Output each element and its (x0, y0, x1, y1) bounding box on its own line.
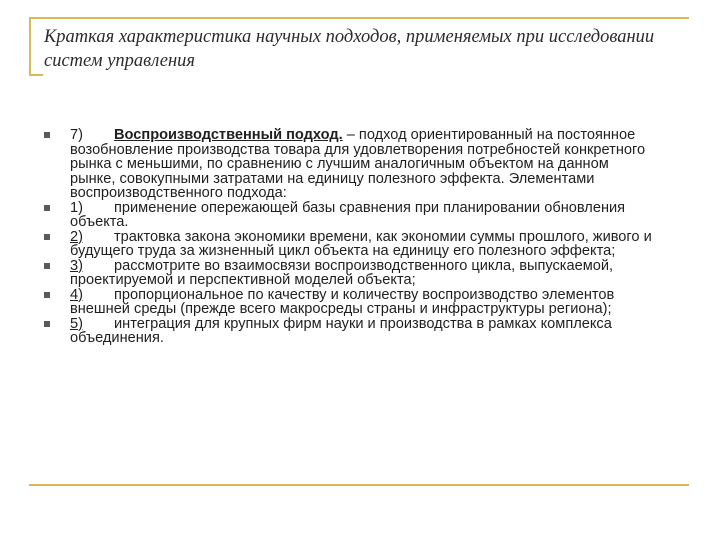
list-item (44, 201, 654, 230)
slide-title: Краткая характеристика научных подходов, применяемых при исследовании систем управления (44, 27, 655, 71)
square-bullet-icon (44, 263, 50, 269)
item-text: интеграция для крупных фирм науки и производства в рамках комплекса объединения. (70, 315, 612, 346)
list-item (44, 128, 654, 201)
frame-left-line (29, 17, 31, 74)
list-item (44, 317, 654, 346)
item-heading: Воспроизводственный подход. (114, 127, 343, 143)
item-number: 7) (70, 127, 83, 143)
footer-line (29, 484, 689, 486)
list-item (44, 230, 654, 259)
item-text: пропорциональное по качеству и количеству воспроизводство элементов внешней среды (прежде всего макросреды страны и инфраструктуры региона); (70, 286, 615, 317)
frame-top-line (29, 17, 689, 19)
item-text: применение опережающей базы сравнения при планировании обновления объекта. (70, 199, 626, 230)
item-number: 4) (70, 286, 83, 303)
square-bullet-icon (44, 132, 50, 138)
item-number: 3) (70, 257, 83, 274)
square-bullet-icon (44, 205, 50, 211)
title-accent-line (29, 74, 43, 76)
item-text: трактовка закона экономики времени, как экономии суммы прошлого, живого и будущего труда за жизненный цикл объекта на единицу его полезного эффекта; (70, 228, 652, 259)
square-bullet-icon (44, 234, 50, 240)
item-text: – подход ориентированный на постоянное возобновление производства товара для удовлетворения потребностей конкретного рынка с меньшими, по сравнению с лучшим аналогичным объектом на данном рынке, совокупными затратами на единицу полезного эффекта. Элементами воспроизводственного подхода: (70, 127, 646, 201)
list-item (44, 288, 654, 317)
list-item (44, 259, 654, 288)
item-text: рассмотрите во взаимосвязи воспроизводственного цикла, выпускаемой, проектируемой и перспективной моделей объекта; (70, 257, 614, 288)
item-number: 2) (70, 228, 83, 245)
item-number: 5) (70, 315, 83, 332)
square-bullet-icon (44, 292, 50, 298)
square-bullet-icon (44, 321, 50, 327)
bullet-list (44, 128, 654, 346)
item-number: 1) (70, 199, 83, 216)
